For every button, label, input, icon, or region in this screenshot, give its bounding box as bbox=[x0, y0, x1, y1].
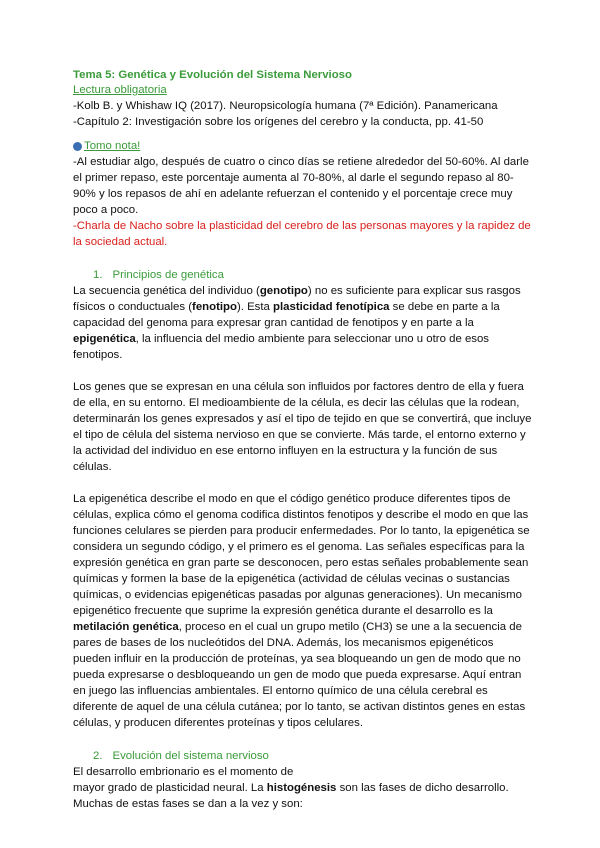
section-1-paragraph-3: La epigenética describe el modo en que el código genético produce diferentes tipos de células, explica cómo el genoma codifica distintos fenotipos y describe el modo en que las funciones celulares se pierden para producir enfermedades. Por lo tanto, la epigenética se considera un segundo código, y el primero es el genoma. Las señales específicas para la expresión genética en gran parte se desconocen, pero estas señales probablemente sean químicas y formen la base de la epigenética (actividad de células vecinas o sustancias químicas, o evidencias epigenéticas pasadas por algunas generaciones). Un mecanismo epigenético frecuente que suprime la expresión genética durante el desarrollo es la metilación genética, proceso en el cual un grupo metilo (CH3) se une a la secuencia de pares de bases de los nucleótidos del DNA. Además, los mecanismos epigenéticos pueden influir en la producción de proteínas, ya sea bloqueando un gen de modo que no pueda expresarse o desbloqueando un gen de modo que pueda expresarse. Aquí entran en juego las influencias ambientales. El entorno químico de una célula cerebral es diferente de aquel de una célula cutánea; por lo tanto, se activan distintos genes en estas células, y producen diferentes proteínas y tipos celulares. bbox=[73, 493, 530, 729]
section-2-title: Evolución del sistema nervioso bbox=[112, 750, 269, 762]
note-text: -Al estudiar algo, después de cuatro o cinco días se retiene alrededor del 50-60%. Al darle el primer repaso, este porcentaje aumenta al 70-80%, al darle el segundo repaso al 80-90% y los repasos de ahí en adelante refuerzan el contenido y el porcentaje crece muy poco a poco. bbox=[73, 156, 529, 216]
section-2-heading bbox=[93, 749, 533, 764]
section-1-title: Principios de genética bbox=[112, 269, 224, 281]
note-heading bbox=[73, 139, 533, 154]
section-1-paragraph-1: La secuencia genética del individuo (genotipo) no es suficiente para explicar sus rasgos físicos o conductuales (fenotipo). Esta plasticidad fenotípica se debe en parte a la capacidad del genoma para expresar gran cantidad de fenotipos y en parte a la epigenética, la influencia del medio ambiente para seleccionar uno u otro de esos fenotipos. bbox=[73, 285, 521, 361]
reading-label[interactable]: Lectura obligatoria bbox=[73, 84, 167, 96]
section-1-paragraph-2: Los genes que se expresan en una célula son influidos por factores dentro de ella y fuera de ella, en su entorno. El medioambiente de la célula, es decir las células que la rodean, determinarán los genes expresados y así el tipo de tejido en que se convertirá, que incluye el tipo de célula del sistema nervioso en que se convierte. Más tarde, el entorno externo y la actividad del individuo en ese entorno influyen en la estructura y la función de sus células. bbox=[73, 381, 532, 473]
reading-ref-1: -Kolb B. y Whishaw IQ (2017). Neuropsicología humana (7ª Edición). Panamericana bbox=[73, 100, 498, 112]
section-2-line-1: El desarrollo embrionario es el momento de bbox=[73, 766, 294, 778]
note-label: Tomo nota! bbox=[84, 140, 141, 152]
section-2-line-2: mayor grado de plasticidad neural. La histogénesis son las fases de dicho desarrollo. bbox=[73, 782, 509, 794]
note-red-text: -Charla de Nacho sobre la plasticidad del cerebro de las personas mayores y la rapidez de la sociedad actual. bbox=[73, 220, 531, 248]
section-2-line-3: Muchas de estas fases se dan a la vez y son: bbox=[73, 798, 303, 810]
blue-circle-icon bbox=[73, 142, 82, 151]
document-page bbox=[73, 68, 533, 812]
section-2-number: 2. bbox=[93, 750, 103, 762]
section-1-heading bbox=[93, 268, 533, 283]
document-title: Tema 5: Genética y Evolución del Sistema Nervioso bbox=[73, 69, 352, 81]
section-1-number: 1. bbox=[93, 269, 103, 281]
reading-ref-2: -Capítulo 2: Investigación sobre los orígenes del cerebro y la conducta, pp. 41-50 bbox=[73, 116, 484, 128]
